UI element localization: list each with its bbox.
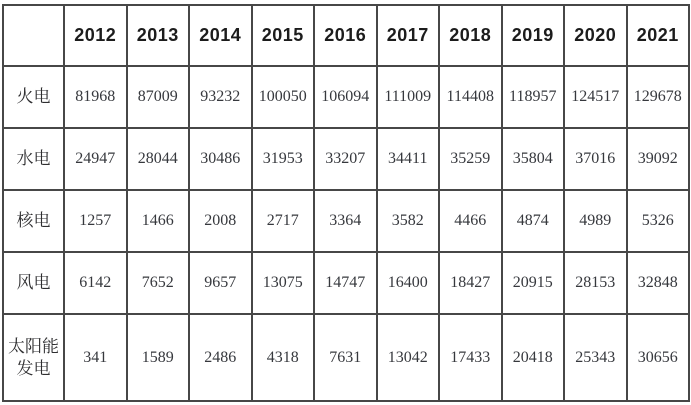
value-cell: 118957 — [502, 66, 565, 128]
value-cell: 14747 — [314, 252, 377, 314]
value-cell: 33207 — [314, 128, 377, 190]
year-header-2021: 2021 — [627, 5, 690, 66]
value-cell: 34411 — [377, 128, 440, 190]
value-cell: 2486 — [189, 314, 252, 401]
year-header-2017: 2017 — [377, 5, 440, 66]
value-cell: 28044 — [127, 128, 190, 190]
value-cell: 13075 — [252, 252, 315, 314]
table-header-row — [3, 5, 689, 66]
value-cell: 106094 — [314, 66, 377, 128]
year-header-2013: 2013 — [127, 5, 190, 66]
value-cell: 100050 — [252, 66, 315, 128]
value-cell: 6142 — [64, 252, 127, 314]
value-cell: 20915 — [502, 252, 565, 314]
value-cell: 20418 — [502, 314, 565, 401]
value-cell: 1257 — [64, 190, 127, 252]
year-header-2016: 2016 — [314, 5, 377, 66]
value-cell: 30486 — [189, 128, 252, 190]
row-label-thermal: 火电 — [3, 66, 64, 128]
value-cell: 5326 — [627, 190, 690, 252]
table-row-thermal — [3, 66, 689, 128]
value-cell: 28153 — [564, 252, 627, 314]
value-cell: 35804 — [502, 128, 565, 190]
power-generation-table — [2, 4, 690, 402]
value-cell: 4318 — [252, 314, 315, 401]
value-cell: 37016 — [564, 128, 627, 190]
value-cell: 24947 — [64, 128, 127, 190]
value-cell: 7631 — [314, 314, 377, 401]
value-cell: 30656 — [627, 314, 690, 401]
value-cell: 111009 — [377, 66, 440, 128]
value-cell: 16400 — [377, 252, 440, 314]
value-cell: 25343 — [564, 314, 627, 401]
value-cell: 31953 — [252, 128, 315, 190]
value-cell: 4989 — [564, 190, 627, 252]
year-header-2012: 2012 — [64, 5, 127, 66]
value-cell: 341 — [64, 314, 127, 401]
row-label-hydro: 水电 — [3, 128, 64, 190]
value-cell: 39092 — [627, 128, 690, 190]
year-header-2018: 2018 — [439, 5, 502, 66]
table-row-hydro — [3, 128, 689, 190]
value-cell: 9657 — [189, 252, 252, 314]
value-cell: 17433 — [439, 314, 502, 401]
value-cell: 7652 — [127, 252, 190, 314]
value-cell: 93232 — [189, 66, 252, 128]
value-cell: 2717 — [252, 190, 315, 252]
value-cell: 13042 — [377, 314, 440, 401]
year-header-2019: 2019 — [502, 5, 565, 66]
power-generation-table-container — [2, 4, 689, 400]
row-label-solar: 太阳能发电 — [3, 314, 64, 401]
value-cell: 3582 — [377, 190, 440, 252]
value-cell: 4466 — [439, 190, 502, 252]
table-row-solar — [3, 314, 689, 401]
value-cell: 1589 — [127, 314, 190, 401]
year-header-2015: 2015 — [252, 5, 315, 66]
value-cell: 32848 — [627, 252, 690, 314]
value-cell: 129678 — [627, 66, 690, 128]
year-header-2020: 2020 — [564, 5, 627, 66]
corner-cell — [3, 5, 64, 66]
value-cell: 2008 — [189, 190, 252, 252]
row-label-wind: 风电 — [3, 252, 64, 314]
value-cell: 87009 — [127, 66, 190, 128]
value-cell: 4874 — [502, 190, 565, 252]
table-row-nuclear — [3, 190, 689, 252]
table-row-wind — [3, 252, 689, 314]
value-cell: 3364 — [314, 190, 377, 252]
row-label-nuclear: 核电 — [3, 190, 64, 252]
value-cell: 81968 — [64, 66, 127, 128]
value-cell: 124517 — [564, 66, 627, 128]
value-cell: 18427 — [439, 252, 502, 314]
value-cell: 1466 — [127, 190, 190, 252]
value-cell: 35259 — [439, 128, 502, 190]
year-header-2014: 2014 — [189, 5, 252, 66]
value-cell: 114408 — [439, 66, 502, 128]
